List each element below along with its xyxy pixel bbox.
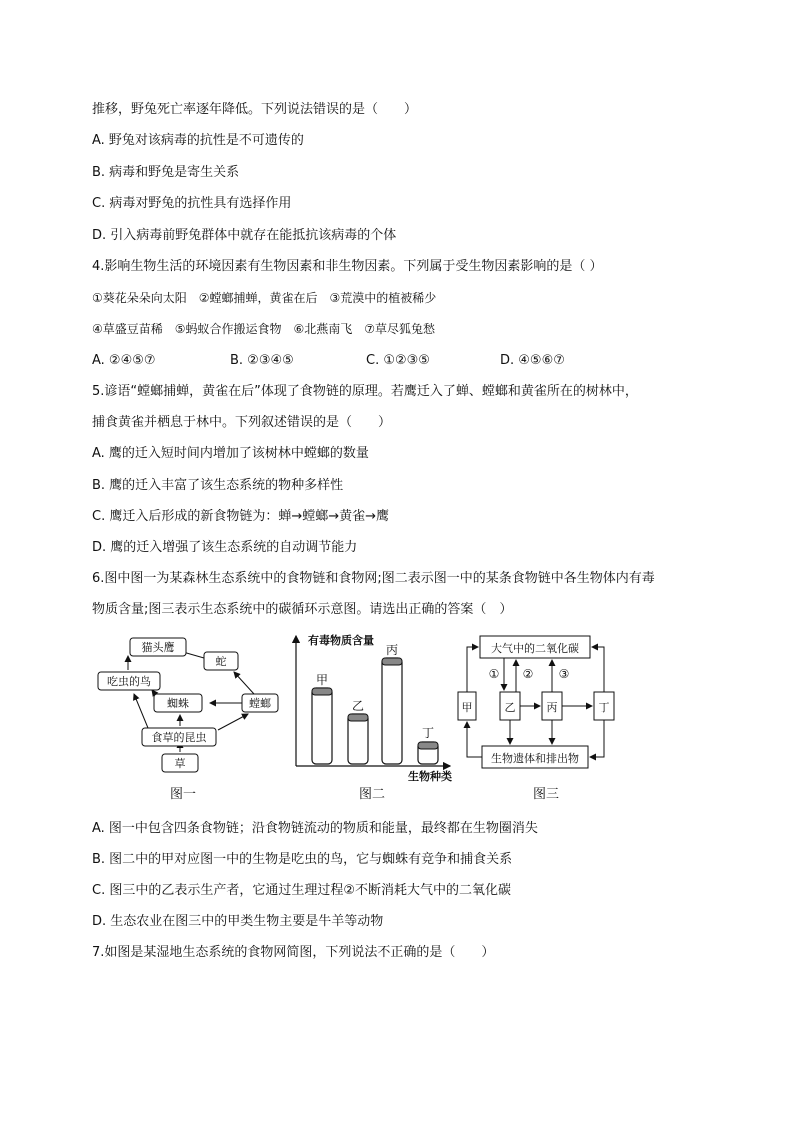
bar-label-jia: 甲 [315, 673, 329, 687]
q5-option-d: D. 鹰的迁入增强了该生态系统的自动调节能力 [92, 540, 358, 555]
q5-option-b: B. 鹰的迁入丰富了该生态系统的物种多样性 [92, 478, 344, 493]
q4-items-line2: ④草盛豆苗稀 ⑤蚂蚁合作搬运食物 ⑥北燕南飞 ⑦草尽狐兔愁 [92, 322, 436, 336]
figure3-carbon-cycle [454, 632, 634, 804]
q6-option-c: C. 图三中的乙表示生产者，它通过生理过程②不断消耗大气中的二氧化碳 [92, 883, 511, 898]
x-axis-label: 生物种类 [408, 770, 452, 783]
figure1-caption: 图一 [169, 787, 197, 802]
node-herbivorous-insect: 食草的昆虫 [151, 731, 207, 744]
bar-label-ding: 丁 [421, 726, 435, 740]
node-snake: 蛇 [215, 655, 227, 668]
figure2-toxin-chart [290, 630, 460, 804]
q6-stem-line2: 物质含量;图三表示生态系统中的碳循环示意图。请选出正确的答案（ ） [92, 602, 513, 617]
q3-stem-continuation: 推移，野兔死亡率逐年降低。下列说法错误的是（ ） [92, 102, 418, 117]
y-axis-label: 有毒物质含量 [308, 634, 374, 647]
process-2: ② [522, 667, 534, 681]
q3-option-a: A. 野兔对该病毒的抗性是不可遗传的 [92, 133, 304, 148]
node-bing: 丙 [546, 701, 558, 714]
q6-option-a: A. 图一中包含四条食物链；沿食物链流动的物质和能量，最终都在生物圈消失 [92, 821, 538, 836]
bar-label-bing: 丙 [385, 643, 399, 657]
q6-option-d: D. 生态农业在图三中的甲类生物主要是牛羊等动物 [92, 914, 384, 929]
q3-option-c: C. 病毒对野兔的抗性具有选择作用 [92, 196, 292, 211]
q4-option-b: B. ②③④⑤ [230, 353, 294, 368]
node-ding: 丁 [598, 701, 610, 714]
node-insect-eating-bird: 吃虫的鸟 [107, 675, 151, 688]
q5-option-c: C. 鹰迁入后形成的新食物链为：蝉→螳螂→黄雀→鹰 [92, 509, 390, 524]
figure3-caption: 图三 [532, 787, 560, 802]
q4-options [92, 352, 692, 370]
figure1-food-web [96, 632, 286, 804]
q4-option-c: C. ①②③⑤ [366, 353, 430, 368]
q5-option-a: A. 鹰的迁入短时间内增加了该树林中螳螂的数量 [92, 446, 369, 461]
q4-stem: 4.影响生物生活的环境因素有生物因素和非生物因素。下列属于受生物因素影响的是（ ） [92, 259, 603, 274]
remains-and-excreta: 生物遗体和排出物 [491, 752, 579, 765]
process-1: ① [488, 667, 500, 681]
bar-ding [418, 742, 438, 764]
process-3: ③ [558, 667, 570, 681]
node-jia: 甲 [461, 701, 473, 714]
q7-stem: 7.如图是某湿地生态系统的食物网简图，下列说法不正确的是（ ） [92, 945, 495, 960]
node-owl: 猫头鹰 [141, 641, 175, 654]
node-yi: 乙 [504, 701, 516, 714]
node-grass: 草 [174, 757, 186, 770]
bar-bing [382, 658, 402, 764]
q6-stem-line1: 6.图中图一为某森林生态系统中的食物链和食物网;图二表示图一中的某条食物链中各生物体内有毒 [92, 571, 655, 586]
q6-option-b: B. 图二中的甲对应图一中的生物是吃虫的鸟，它与蜘蛛有竞争和捕食关系 [92, 852, 513, 867]
q5-stem-line2: 捕食黄雀并栖息于林中。下列叙述错误的是（ ） [92, 415, 392, 430]
q4-option-a: A. ②④⑤⑦ [92, 353, 156, 368]
q3-option-d: D. 引入病毒前野兔群体中就存在能抵抗该病毒的个体 [92, 228, 397, 243]
q5-stem-line1: 5.谚语“螳螂捕蝉，黄雀在后”体现了食物链的原理。若鹰迁入了蝉、螳螂和黄雀所在的树林中， [92, 384, 638, 399]
q4-option-d: D. ④⑤⑥⑦ [500, 353, 565, 368]
bar-label-yi: 乙 [351, 699, 365, 713]
node-mantis: 螳螂 [249, 697, 271, 710]
q3-option-b: B. 病毒和野兔是寄生关系 [92, 165, 240, 180]
node-spider: 蜘蛛 [167, 697, 189, 710]
q4-items-line1: ①葵花朵朵向太阳 ②螳螂捕蝉，黄雀在后 ③荒漠中的植被稀少 [92, 291, 437, 305]
bar-jia [312, 688, 332, 764]
figure2-caption: 图二 [358, 787, 386, 802]
atmosphere-co2: 大气中的二氧化碳 [491, 642, 579, 655]
bar-yi [348, 714, 368, 764]
